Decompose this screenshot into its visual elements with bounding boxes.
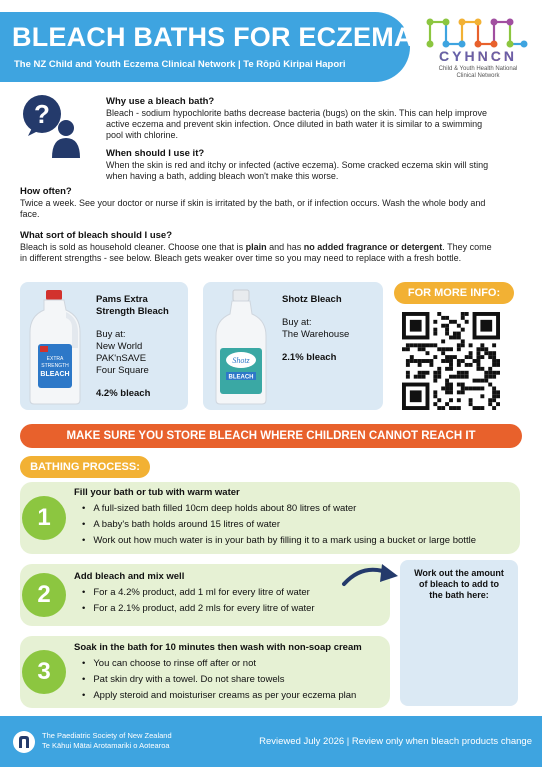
list-item: • You can choose to rinse off after or not — [82, 656, 390, 672]
page-subtitle: The NZ Child and Youth Eczema Clinical Network | Te Rōpū Kiripai Hapori — [14, 59, 346, 70]
pams-buy-label: Buy at: — [96, 329, 126, 340]
more-info-label: FOR MORE INFO: — [394, 282, 514, 304]
calculation-box[interactable]: Work out the amount of bleach to add to the bath here: — [400, 560, 518, 706]
step-2-title: Add bleach and mix well — [74, 571, 185, 582]
step-3-title: Soak in the bath for 10 minutes then wash with non-soap cream — [74, 642, 362, 653]
step-1-title: Fill your bath or tub with warm water — [74, 487, 240, 498]
step-3-content — [74, 642, 390, 704]
shotz-buy-label: Buy at: — [282, 317, 312, 328]
list-item: • For a 2.1% product, add 2 mls for every litre of water — [82, 601, 384, 617]
shotz-name: Shotz Bleach — [282, 294, 342, 305]
list-item: • Pat skin dry with a towel. Do not share towels — [82, 672, 390, 688]
pams-name: Pams Extra — [96, 294, 148, 305]
shotz-store: The Warehouse — [282, 329, 350, 340]
logo-subtitle: Child & Youth Health National Clinical Network — [438, 66, 518, 79]
sort-heading: What sort of bleach should I use? — [20, 230, 173, 241]
why-heading: Why use a bleach bath? — [106, 96, 215, 107]
often-section: How often? Twice a week. See your doctor or nurse if skin is irritated by the bath, or if infection occurs. Wash the whole body and face. — [20, 186, 530, 220]
logo-wordmark: CYHNCN — [439, 48, 517, 64]
shotz-bottle-icon — [212, 288, 272, 406]
paediatric-society-logo-icon — [12, 730, 36, 754]
step-3-number: 3 — [22, 650, 66, 694]
list-item: • Work out how much water is in your bath by filling it to a mark using a bucket or large bottle — [82, 533, 514, 549]
footer-org: The Paediatric Society of New Zealand Te Kāhui Mātai Arotamariki o Aotearoa — [42, 731, 172, 750]
list-item: • Apply steroid and moisturiser creams as per your eczema plan — [82, 688, 390, 704]
bathing-process-label: BATHING PROCESS: — [20, 456, 150, 478]
pams-bottle-icon — [26, 288, 86, 406]
qr-code[interactable] — [402, 312, 500, 410]
list-item: • A full-sized bath filled 10cm deep holds about 80 litres of water — [82, 501, 514, 517]
when-heading: When should I use it? — [106, 148, 205, 159]
why-section: Why use a bleach bath? Bleach - sodium hypochlorite baths decrease bacteria (bugs) on the skin. This can help improve active eczema and prevent skin infection. Once diluted in bath water it is similar to a swimming pool with chlorine. — [106, 96, 526, 141]
svg-text:BLEACH: BLEACH — [40, 371, 70, 378]
pams-store: New World — [96, 341, 143, 352]
svg-text:STRENGTH: STRENGTH — [41, 363, 69, 369]
pams-strength: 4.2% bleach — [96, 388, 151, 399]
page-title: BLEACH BATHS FOR ECZEMA — [12, 22, 414, 52]
svg-text:BLEACH: BLEACH — [228, 374, 254, 381]
storage-warning: MAKE SURE YOU STORE BLEACH WHERE CHILDREN CANNOT REACH IT — [20, 424, 522, 448]
step-2-content — [74, 571, 384, 617]
often-heading: How often? — [20, 186, 72, 197]
step-2-number: 2 — [22, 573, 66, 617]
step-1-content — [74, 487, 514, 549]
list-item: • A baby's bath holds around 15 litres of water — [82, 517, 514, 533]
question-person-icon — [18, 92, 84, 158]
pams-store: Four Square — [96, 365, 149, 376]
list-item: • For a 4.2% product, add 1 ml for every litre of water — [82, 585, 384, 601]
svg-text:?: ? — [34, 99, 50, 129]
sort-section: What sort of bleach should I use? Bleach is sold as household cleaner. Choose one that is plain and has no added fragrance or detergent. They come in different strengths - see below. Bleach gets weaker over time so you may need to replace with a fresh bottle. — [20, 230, 530, 264]
when-section: When should I use it? When the skin is red and itchy or infected (active eczema). Some cracked eczema skin will sting when having a bath, adding bleach won't make this worse. — [106, 148, 526, 182]
svg-text:Shotz: Shotz — [232, 356, 250, 365]
pams-store: PAK'nSAVE — [96, 353, 147, 364]
pams-details: Pams Extra Strength Bleach Buy at: New World PAK'nSAVE Four Square 4.2% bleach — [96, 294, 186, 400]
step-1-number: 1 — [22, 496, 66, 540]
review-date: Reviewed July 2026 | Review only when bleach products change — [259, 736, 532, 747]
shotz-details — [282, 294, 382, 364]
curved-arrow-icon — [340, 560, 402, 590]
shotz-strength: 2.1% bleach — [282, 352, 337, 363]
svg-text:EXTRA: EXTRA — [46, 356, 64, 362]
